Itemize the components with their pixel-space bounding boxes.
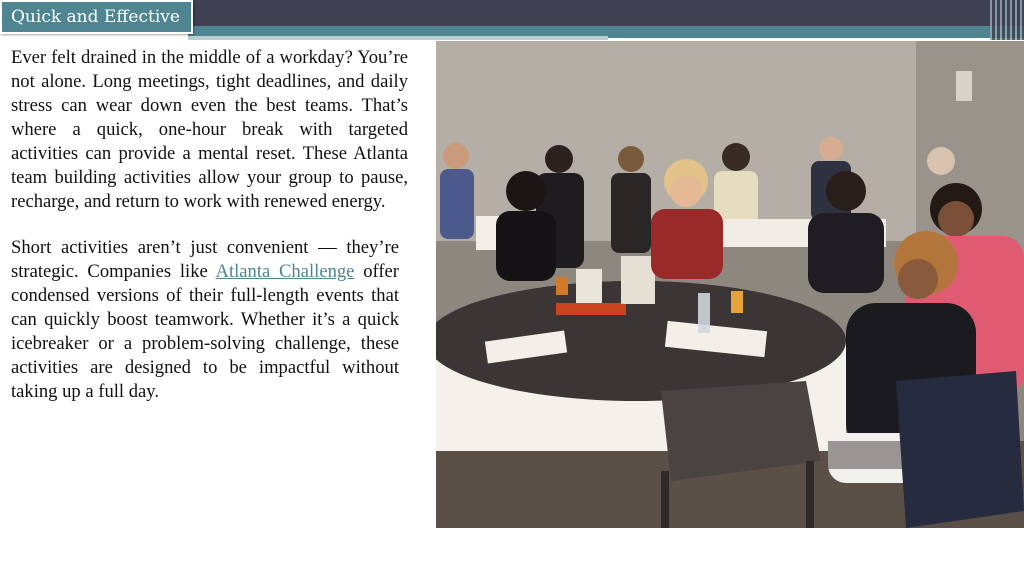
text-column [11, 46, 408, 404]
paragraph-intro: Ever felt drained in the middle of a workday? You’re not alone. Long meetings, tight deadlines, and daily stress can wear down even the best teams. That’s where a quick, one-hour break with targeted activities can provide a mental reset. These Atlanta team building activities allow your group to pause, recharge, and return to work with renewed energy. [11, 47, 408, 212]
slide-title-box [0, 0, 193, 34]
team-event-photo [436, 41, 1024, 528]
paragraph-strategic [11, 236, 399, 404]
header-accent-underline [188, 36, 608, 40]
atlanta-challenge-link[interactable]: Atlanta Challenge [215, 261, 355, 282]
slide-title: Quick and Effective [11, 7, 180, 27]
header-decorative-stripes [990, 0, 1024, 40]
team-event-photo-illustration [436, 41, 1024, 528]
paragraph-strategic-lead: Short activities aren’t just convenient — they’re strategic. Companies like [11, 237, 399, 282]
paragraph-strategic-rest: offer condensed versions of their full-length events that can quickly boost teamwork. Whether it’s a quick icebreaker or a problem-solving challenge, these activities are designed to be impactful without taking up a full day. [11, 261, 399, 402]
